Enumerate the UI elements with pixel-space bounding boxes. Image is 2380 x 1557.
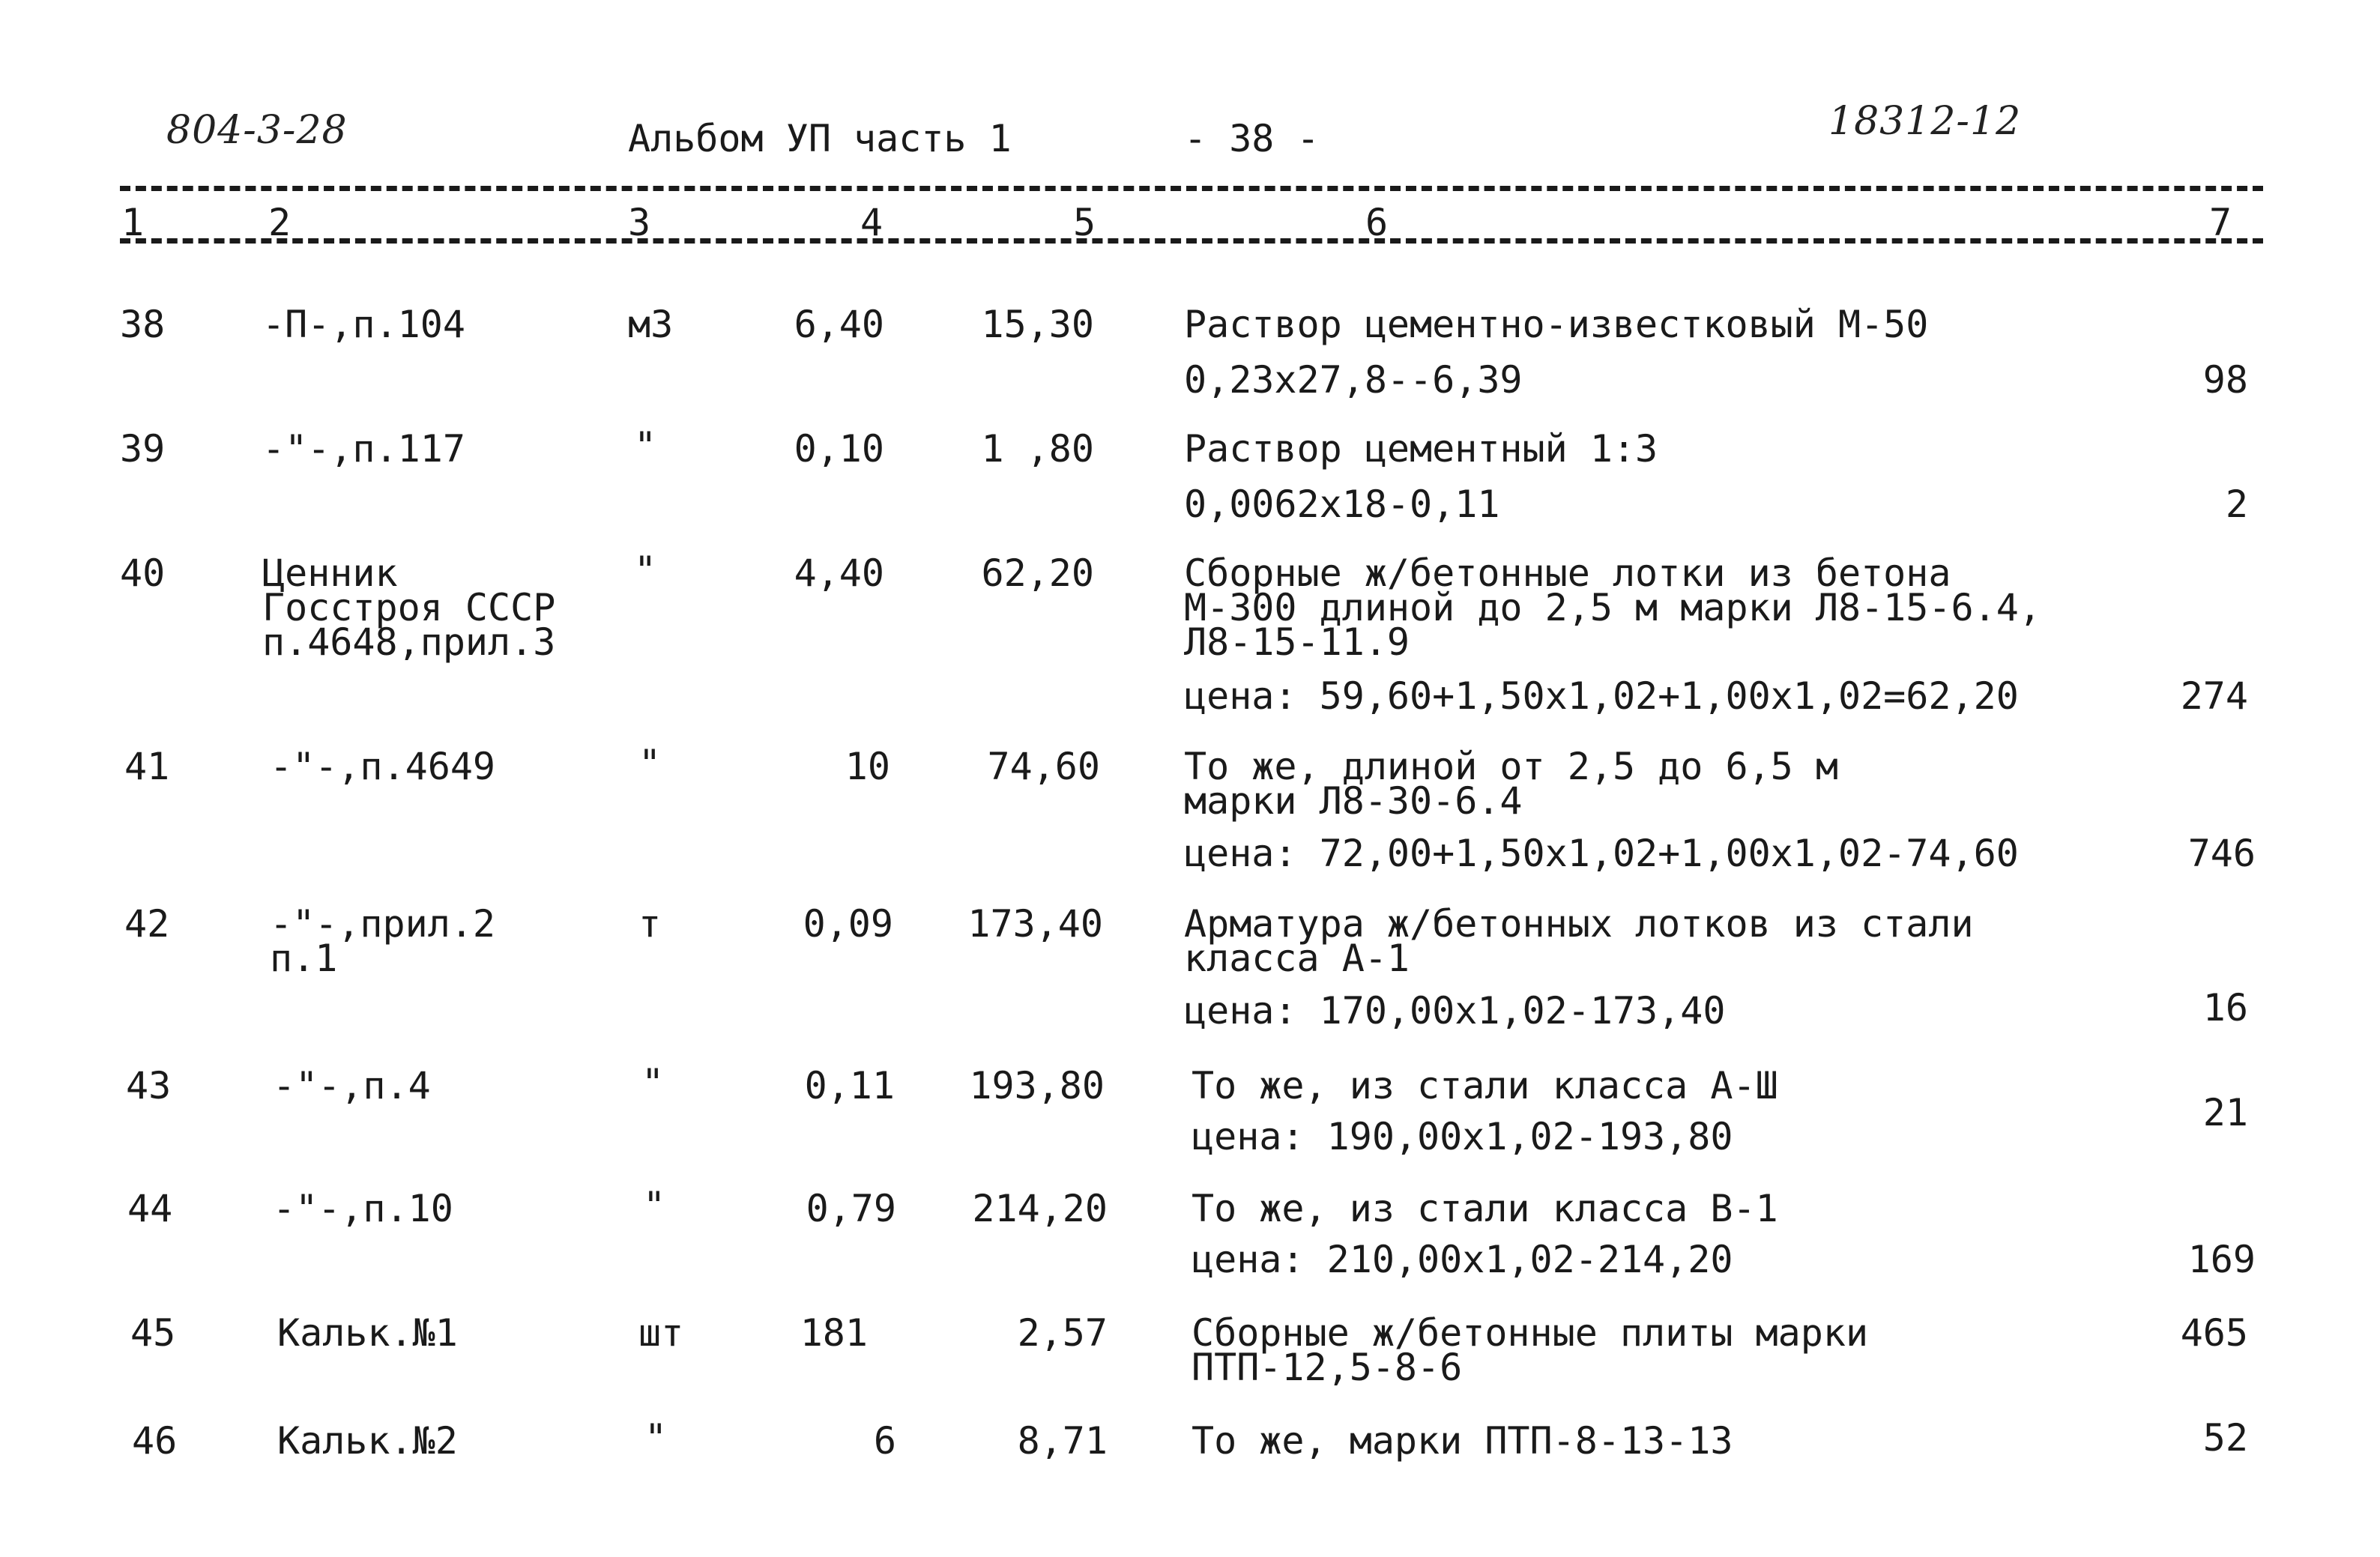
row-total: 16 bbox=[2202, 986, 2248, 1030]
row-source: -"-,п.4 bbox=[273, 1064, 431, 1107]
row-number: 43 bbox=[126, 1064, 172, 1107]
row-price: 2,57 bbox=[1017, 1311, 1108, 1355]
row-description: То же, из стали класса В-1 bbox=[1191, 1187, 1778, 1230]
row-unit: " bbox=[634, 548, 657, 592]
col-header-6: 6 bbox=[1365, 201, 1389, 244]
row-description: То же, марки ПТП-8-13-13 bbox=[1191, 1419, 1733, 1463]
row-unit: " bbox=[634, 424, 657, 468]
row-quantity: 4,40 bbox=[794, 551, 884, 595]
row-quantity: 6,40 bbox=[794, 303, 884, 346]
col-header-1: 1 bbox=[121, 201, 145, 244]
row-quantity: 0,10 bbox=[794, 427, 884, 471]
row-price: 193,80 bbox=[969, 1064, 1105, 1107]
row-number: 42 bbox=[124, 902, 170, 946]
row-price: 62,20 bbox=[981, 551, 1094, 595]
row-quantity: 0,11 bbox=[804, 1064, 895, 1107]
row-price: 173,40 bbox=[967, 902, 1103, 946]
row-description: Сборные ж/бетонные лотки из бетона М-300 длиной до 2,5 м марки Л8-15-6.4, Л8-15-11.9 bbox=[1184, 551, 2041, 664]
album-title: Альбом УП часть 1 bbox=[628, 117, 1012, 160]
row-total: 746 bbox=[2187, 832, 2256, 875]
row-description: Арматура ж/бетонных лотков из стали класса А-1 bbox=[1184, 902, 1974, 980]
row-source: Ценник Госстроя СССР п.4648,прил.3 bbox=[262, 551, 556, 664]
row-calculation: цена: 170,00x1,02-173,40 bbox=[1184, 989, 1726, 1033]
row-description: Раствор цементно-известковый М-50 bbox=[1184, 303, 1929, 346]
header-rule-top bbox=[120, 186, 2263, 191]
row-price: 8,71 bbox=[1017, 1419, 1108, 1463]
row-description: Сборные ж/бетонные плиты марки ПТП-12,5-8-6 bbox=[1191, 1311, 1869, 1389]
row-number: 40 bbox=[120, 551, 166, 595]
row-quantity: 0,09 bbox=[803, 902, 893, 946]
row-description: То же, из стали класса А-Ш bbox=[1191, 1064, 1778, 1107]
col-header-3: 3 bbox=[628, 201, 651, 244]
row-price: 214,20 bbox=[972, 1187, 1108, 1230]
row-total: 169 bbox=[2187, 1238, 2256, 1281]
row-calculation: цена: 190,00x1,02-193,80 bbox=[1191, 1115, 1733, 1158]
row-quantity: 181 bbox=[800, 1311, 868, 1355]
row-source: -"-,п.117 bbox=[262, 427, 465, 471]
row-source: Кальк.№1 bbox=[277, 1311, 458, 1355]
row-calculation: 0,0062x18-0,11 bbox=[1184, 483, 1500, 526]
row-quantity: 0,79 bbox=[806, 1187, 896, 1230]
row-unit: м3 bbox=[628, 303, 674, 346]
row-source: -"-,п.10 bbox=[273, 1187, 453, 1230]
row-number: 44 bbox=[127, 1187, 173, 1230]
row-number: 46 bbox=[132, 1419, 178, 1463]
page-number: - 38 - bbox=[1184, 117, 1320, 160]
col-header-2: 2 bbox=[268, 201, 292, 244]
row-total: 2 bbox=[2225, 483, 2248, 526]
row-unit: " bbox=[644, 1416, 668, 1460]
row-calculation: цена: 210,00x1,02-214,20 bbox=[1191, 1238, 1733, 1281]
row-calculation: цена: 72,00+1,50x1,02+1,00x1,02-74,60 bbox=[1184, 832, 2019, 875]
row-unit: " bbox=[638, 742, 662, 785]
row-source: -П-,п.104 bbox=[262, 303, 465, 346]
row-unit: т bbox=[638, 902, 662, 946]
row-total: 465 bbox=[2180, 1311, 2248, 1355]
row-unit: шт bbox=[638, 1311, 684, 1355]
row-number: 45 bbox=[130, 1311, 176, 1355]
row-price: 15,30 bbox=[981, 303, 1094, 346]
row-calculation: 0,23x27,8--6,39 bbox=[1184, 358, 1523, 402]
row-unit: " bbox=[643, 1184, 666, 1227]
row-number: 39 bbox=[120, 427, 166, 471]
row-calculation: цена: 59,60+1,50x1,02+1,00x1,02=62,20 bbox=[1184, 674, 2019, 718]
row-quantity: 6 bbox=[873, 1419, 896, 1463]
col-header-5: 5 bbox=[1073, 201, 1096, 244]
row-total: 274 bbox=[2180, 674, 2248, 718]
row-source: Кальк.№2 bbox=[277, 1419, 458, 1463]
row-total: 98 bbox=[2202, 358, 2248, 402]
doc-code: 804-3-28 bbox=[166, 108, 348, 153]
row-price: 74,60 bbox=[987, 745, 1100, 788]
row-total: 21 bbox=[2202, 1091, 2248, 1134]
row-total: 52 bbox=[2202, 1416, 2248, 1460]
row-number: 41 bbox=[124, 745, 170, 788]
header-rule-bottom bbox=[120, 238, 2263, 244]
row-description: Раствор цементный 1:3 bbox=[1184, 427, 1658, 471]
col-header-7: 7 bbox=[2209, 201, 2232, 244]
row-source: -"-,прил.2 п.1 bbox=[270, 902, 496, 980]
handwritten-number: 18312-12 bbox=[1828, 99, 2022, 144]
row-source: -"-,п.4649 bbox=[270, 745, 496, 788]
row-price: 1 ,80 bbox=[981, 427, 1094, 471]
row-quantity: 10 bbox=[845, 745, 890, 788]
row-number: 38 bbox=[120, 303, 166, 346]
col-header-4: 4 bbox=[860, 201, 884, 244]
row-description: То же, длиной от 2,5 до 6,5 м марки Л8-30-6.4 bbox=[1184, 745, 1838, 823]
row-unit: " bbox=[641, 1061, 665, 1104]
